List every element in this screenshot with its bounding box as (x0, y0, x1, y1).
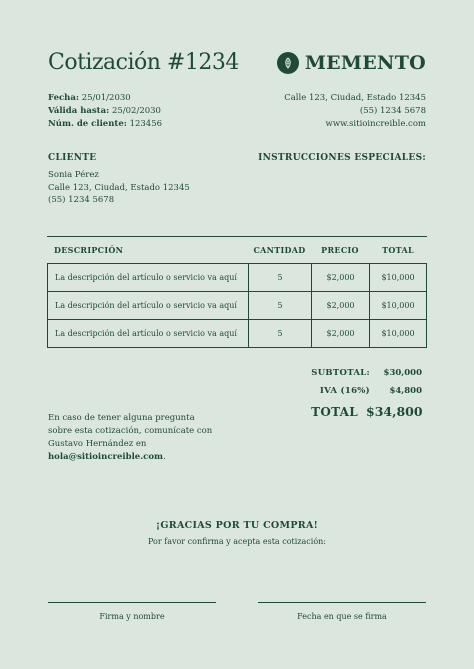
company-address: Calle 123, Ciudad, Estado 12345 (284, 93, 426, 103)
row-description: La descripción del artículo o servicio va aquí (47, 320, 248, 347)
subtotal-row (288, 368, 422, 378)
client-section (48, 153, 190, 207)
row-quantity: 5 (248, 292, 311, 319)
meta-date-label: Fecha: (48, 93, 79, 103)
client-address: Calle 123, Ciudad, Estado 12345 (48, 182, 190, 193)
subtotal-label: SUBTOTAL: (311, 368, 370, 378)
meta-valid-label: Válida hasta: (48, 106, 110, 116)
contact-text: En caso de tener alguna pregunta sobre esta cotización, comunícate con Gustavo Hernández en (48, 413, 213, 449)
header-quantity: CANTIDAD (253, 245, 306, 255)
meta-valid (48, 105, 162, 118)
row-quantity: 5 (248, 264, 311, 291)
table-row (47, 264, 427, 292)
meta-client-num-value: 123456 (129, 119, 163, 129)
contact-note (48, 412, 218, 464)
table-row (47, 320, 427, 348)
signature-line[interactable] (48, 602, 216, 603)
tax-value: $4,800 (389, 386, 422, 396)
header-total: TOTAL (382, 245, 414, 255)
meta-valid-value: 25/02/2030 (111, 106, 161, 116)
quote-meta (48, 92, 162, 131)
row-price: $2,000 (311, 320, 369, 347)
contact-email[interactable]: hola@sitioincreible.com (48, 452, 164, 462)
row-total: $10,000 (369, 320, 427, 347)
meta-date-value: 25/01/2030 (81, 93, 131, 103)
signature-label: Firma y nombre (99, 612, 165, 621)
row-price: $2,000 (311, 264, 369, 291)
client-name: Sonia Pérez (48, 170, 99, 180)
row-quantity: 5 (248, 320, 311, 347)
meta-client-num-label: Núm. de cliente: (48, 119, 127, 129)
company-website: www.sitioincreible.com (325, 119, 426, 129)
subtotal-value: $30,000 (383, 368, 422, 378)
instructions-section (258, 153, 426, 163)
sign-date-line[interactable] (258, 602, 426, 603)
meta-date (48, 92, 162, 105)
totals-section (288, 368, 422, 427)
grand-total-label: TOTAL (311, 405, 358, 419)
contact-suffix: . (163, 452, 166, 462)
sign-date-label: Fecha en que se firma (297, 612, 387, 621)
table-row (47, 292, 427, 320)
company-info (284, 92, 426, 131)
items-table (47, 236, 427, 348)
meta-client-num (48, 118, 162, 131)
brand (277, 52, 426, 74)
confirm-message: Por favor confirma y acepta esta cotización: (147, 537, 326, 546)
row-description: La descripción del artículo o servicio va aquí (47, 264, 248, 291)
brand-name: MEMENTO (304, 52, 426, 74)
row-total: $10,000 (369, 264, 427, 291)
grand-total-row (288, 404, 422, 419)
grand-total-value: $34,800 (366, 404, 423, 419)
instructions-label: INSTRUCCIONES ESPECIALES: (258, 153, 426, 163)
header-description: DESCRIPCIÓN (54, 245, 124, 255)
leaf-icon (277, 52, 299, 74)
row-price: $2,000 (311, 292, 369, 319)
page-title: Cotización #1234 (48, 50, 239, 75)
table-header (47, 237, 427, 264)
tax-row (288, 386, 422, 396)
thanks-message: ¡GRACIAS POR TU COMPRA! (155, 520, 319, 531)
row-description: La descripción del artículo o servicio va aquí (47, 292, 248, 319)
header-price: PRECIO (321, 245, 359, 255)
tax-label: IVA (16%) (319, 386, 370, 396)
client-phone: (55) 1234 5678 (48, 195, 115, 205)
company-phone: (55) 1234 5678 (359, 106, 426, 116)
row-total: $10,000 (369, 292, 427, 319)
client-label: CLIENTE (48, 153, 97, 163)
